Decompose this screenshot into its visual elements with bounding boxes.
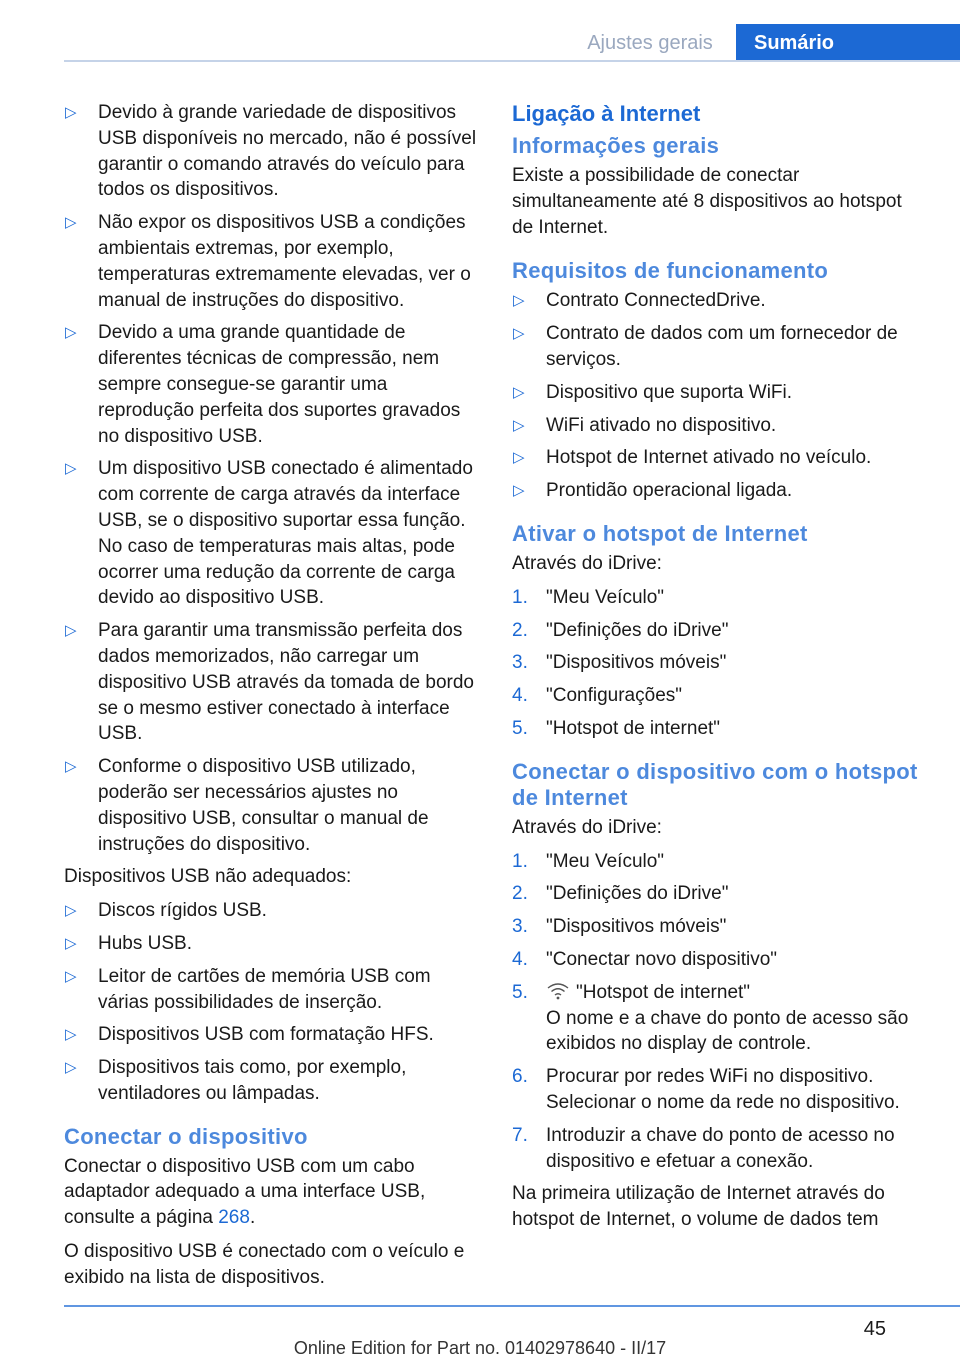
list-item: ▷ Contrato ConnectedDrive. <box>512 288 928 314</box>
internet-heading: Ligação à Internet <box>512 101 701 126</box>
connect-hotspot-heading: Conectar o dispositivo com o hotspot de Internet <box>512 758 918 810</box>
list-item: ▷ Hotspot de Internet ativado no veículo. <box>512 445 928 471</box>
step-item: 7. Introduzir a chave do ponto de acesso no dispositivo e efetuar a conexão. <box>512 1124 895 1172</box>
activate-hotspot-heading: Ativar o hotspot de Internet <box>512 520 808 546</box>
list-item: ▷ Dispositivos USB com formatação HFS. <box>64 1022 479 1048</box>
step-item: 3. "Dispositivos móveis" <box>512 916 727 938</box>
step-item: 1. "Meu Veículo" <box>512 850 665 872</box>
requirements-list <box>512 288 928 504</box>
usb-notes-list <box>64 100 479 857</box>
triangle-bullet-icon: ▷ <box>65 1026 77 1044</box>
connect-device-result: O dispositivo USB é conectado com o veículo e exibido na lista de dispositivos. <box>64 1241 465 1288</box>
list-item: ▷ Discos rígidos USB. <box>64 898 479 924</box>
tab-sumario[interactable]: Sumário <box>736 24 960 62</box>
step-item: 3. "Dispositivos móveis" <box>512 652 727 674</box>
triangle-bullet-icon: ▷ <box>65 758 77 776</box>
step-item: 5. "Hotspot de internet" <box>512 717 721 739</box>
closing-text: Na primeira utilização de Internet através do hotspot de Internet, o volume de dados tem <box>512 1183 885 1231</box>
list-item: ▷ Um dispositivo USB conectado é alimentado com corrente de carga através da interface USB, se o dispositivo suportar essa função. No caso de temperaturas mais altas, pode ocorrer uma redução da corrente de carga devido ao dispositivo USB. <box>65 458 473 609</box>
unsuitable-list <box>64 898 479 1107</box>
step-item: 4. "Conectar novo dispositivo" <box>512 948 778 970</box>
triangle-bullet-icon: ▷ <box>513 416 525 434</box>
list-item: ▷ Dispositivo que suporta WiFi. <box>512 380 928 406</box>
general-info-text: Existe a possibilidade de conectar simultaneamente até 8 dispositivos ao hotspot de Internet. <box>512 165 902 238</box>
connect-device-text: Conectar o dispositivo USB com um cabo adaptador adequado a uma interface USB, consulte a página 268. <box>64 1155 426 1229</box>
tab-ajustes-gerais[interactable]: Ajustes gerais <box>566 24 734 62</box>
header-tabs <box>0 24 960 62</box>
triangle-bullet-icon: ▷ <box>65 460 77 478</box>
list-item: ▷ Para garantir uma transmissão perfeita dos dados memorizados, não carregar um dispositivo USB através da tomada de bordo se o mesmo estiver conectado à interface USB. <box>65 620 474 745</box>
list-item: ▷ Prontidão operacional ligada. <box>512 478 928 504</box>
activate-steps-list <box>512 585 928 742</box>
page-number: 45 <box>863 1318 886 1340</box>
triangle-bullet-icon: ▷ <box>513 325 525 343</box>
left-column <box>64 100 479 1299</box>
list-item: ▷ Conforme o dispositivo USB utilizado, poderão ser necessários ajustes no dispositivo USB, consultar o manual de instruções do dispositivo. <box>65 756 429 855</box>
step-item: 4. "Configurações" <box>512 685 683 707</box>
header-divider <box>64 60 960 62</box>
list-item: ▷ Hubs USB. <box>64 931 479 957</box>
requirements-heading: Requisitos de funcionamento <box>512 258 829 284</box>
list-item: ▷ Devido à grande variedade de dispositivos USB disponíveis no mercado, não é possível garantir o comando através do veículo para todos os dispositivos. <box>65 102 477 201</box>
list-item: ▷ Dispositivos tais como, por exemplo, ventiladores ou lâmpadas. <box>65 1057 407 1104</box>
list-item: ▷ Contrato de dados com um fornecedor de serviços. <box>513 323 898 370</box>
step-item: 2. "Definições do iDrive" <box>512 619 729 641</box>
connect-device-heading: Conectar o dispositivo <box>64 1123 308 1149</box>
list-item: ▷ Devido a uma grande quantidade de diferentes técnicas de compressão, nem sempre consegue-se garantir uma reprodução perfeita dos suportes gravados no dispositivo USB. <box>65 322 461 447</box>
triangle-bullet-icon: ▷ <box>65 324 77 342</box>
unsuitable-intro: Dispositivos USB não adequados: <box>64 866 352 888</box>
activate-intro: Através do iDrive: <box>512 552 662 574</box>
connect-steps-list <box>512 849 928 1175</box>
triangle-bullet-icon: ▷ <box>513 482 525 500</box>
step-item: 2. "Definições do iDrive" <box>512 883 729 905</box>
triangle-bullet-icon: ▷ <box>513 292 525 310</box>
list-item: ▷ Leitor de cartões de memória USB com várias possibilidades de inserção. <box>65 965 431 1013</box>
step-item: 1. "Meu Veículo" <box>512 586 665 608</box>
triangle-bullet-icon: ▷ <box>65 1059 77 1077</box>
footer-divider <box>64 1305 960 1307</box>
triangle-bullet-icon: ▷ <box>65 902 77 920</box>
step-item: 6. Procurar por redes WiFi no dispositivo. Selecionar o nome da rede no dispositivo. <box>512 1066 900 1113</box>
triangle-bullet-icon: ▷ <box>513 383 525 401</box>
list-item: ▷ WiFi ativado no dispositivo. <box>512 413 928 439</box>
triangle-bullet-icon: ▷ <box>65 934 77 952</box>
connect-intro: Através do iDrive: <box>512 816 662 838</box>
general-info-heading: Informações gerais <box>512 133 720 158</box>
wifi-icon <box>546 981 570 1001</box>
triangle-bullet-icon: ▷ <box>513 449 525 467</box>
triangle-bullet-icon: ▷ <box>65 214 77 232</box>
step-item: 5. "Hotspot de internet" O nome e a chave do ponto de acesso são exibidos no display de controle. <box>512 981 909 1055</box>
triangle-bullet-icon: ▷ <box>65 622 77 640</box>
list-item: ▷ Não expor os dispositivos USB a condições ambientais extremas, por exemplo, temperaturas extremamente elevadas, ver o manual de instruções do dispositivo. <box>65 212 471 311</box>
edition-footer: Online Edition for Part no. 01402978640 - II/17 <box>293 1338 667 1358</box>
right-column <box>512 100 928 1241</box>
page-link[interactable]: 268 <box>218 1207 250 1229</box>
triangle-bullet-icon: ▷ <box>65 104 77 121</box>
step5-note: O nome e a chave do ponto de acesso são exibidos no display de controle. <box>546 1007 909 1055</box>
triangle-bullet-icon: ▷ <box>65 967 77 985</box>
